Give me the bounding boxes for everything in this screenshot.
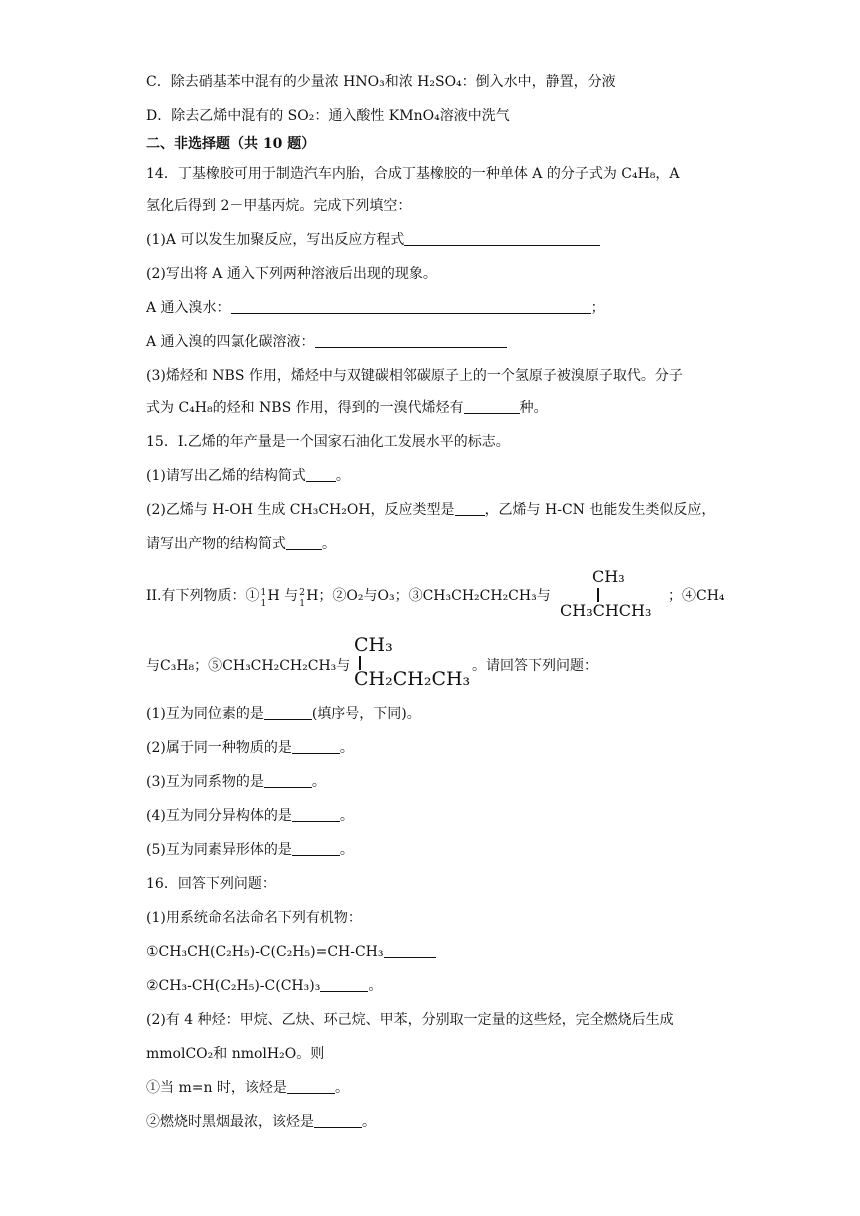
q15-part1 — [146, 466, 350, 486]
q14-part1 — [146, 230, 600, 250]
period: 。 — [339, 842, 354, 858]
period: 。 — [334, 1080, 349, 1096]
q14-stem-line2: 氢化后得到 2－甲基丙烷。完成下列填空： — [146, 198, 412, 214]
isotope-h2 — [298, 588, 306, 609]
option-d: D．除去乙烯中混有的 SO₂：通入酸性 KMnO₄溶液中洗气 — [146, 108, 510, 124]
isotope-mass: 2 — [299, 588, 305, 598]
isotope-number: 1 — [299, 599, 305, 609]
q15-II-line1 — [146, 586, 551, 609]
q14-part3-text: 式为 C₄H₈的烃和 NBS 作用，得到的一溴代烯烃有 — [146, 400, 464, 416]
answer-blank[interactable] — [264, 705, 312, 720]
q15-part2b-text: 请写出产物的结构简式 — [146, 536, 286, 552]
q14-part2: (2)写出将 A 通入下列两种溶液后出现的现象。 — [146, 266, 437, 282]
q14-part2a-end: ； — [590, 300, 605, 316]
q15-II-part2 — [146, 738, 354, 758]
q15-II-item4: ；④CH₄ — [668, 588, 725, 604]
q14-part2b — [146, 332, 507, 352]
answer-blank[interactable] — [292, 739, 340, 754]
q16-part2-line2: mmolCO₂和 nmolH₂O。则 — [146, 1046, 325, 1062]
q15-part2-line1 — [146, 500, 715, 520]
q16-part2d-text: ②燃烧时黑烟最浓，该烃是 — [146, 1114, 314, 1130]
q14-part3-line2 — [146, 398, 548, 418]
q15-II-part1-end: (填序号，下同)。 — [311, 706, 421, 722]
q16-part1: (1)用系统命名法命名下列有机物： — [146, 910, 362, 926]
q15-part2-mid: ，乙烯与 H-CN 也能发生类似反应， — [484, 502, 716, 518]
q15-II-line2: 与C₃H₈；⑤CH₃CH₂CH₂CH₃与 — [146, 658, 351, 674]
answer-blank[interactable] — [404, 231, 600, 246]
answer-blank[interactable] — [286, 535, 322, 550]
answer-blank[interactable] — [292, 841, 340, 856]
q14-stem-line1: 14．丁基橡胶可用于制造汽车内胎，合成丁基橡胶的一种单体 A 的分子式为 C₄H₈，A — [146, 166, 680, 182]
q14-part3-line1: (3)烯烃和 NBS 作用，烯烃中与双键碳相邻碳原子上的一个氢原子被溴原子取代。分子 — [146, 368, 683, 384]
option-c: C．除去硝基苯中混有的少量浓 HNO₃和浓 H₂SO₄：倒入水中，静置，分液 — [146, 74, 616, 90]
q14-part2b-text: A 通入溴的四氯化碳溶液： — [146, 334, 315, 350]
q16-part1a — [146, 942, 436, 962]
q15-II-part5-text: (5)互为同素异形体的是 — [146, 842, 292, 858]
q15-part1-text: (1)请写出乙烯的结构简式 — [146, 468, 306, 484]
q15-II-part5 — [146, 840, 354, 860]
isobutane-chain: CH₃CHCH₃ — [560, 601, 652, 620]
q16-part2-line1: (2)有 4 种烃：甲烷、乙炔、环己烷、甲苯，分别取一定量的这些烃，完全燃烧后生成 — [146, 1012, 674, 1028]
q15-II-part4 — [146, 806, 354, 826]
q15-II-part3-text: (3)互为同系物的是 — [146, 774, 264, 790]
q15-II-prompt: 。请回答下列问题： — [472, 658, 598, 674]
q15-II-and: H 与 — [267, 588, 299, 604]
isotope-mass: 1 — [260, 588, 267, 598]
q16-part2c-text: ①当 m=n 时，该烃是 — [146, 1080, 287, 1096]
period: 。 — [311, 774, 326, 790]
butane-branch: CH₃ — [354, 634, 393, 656]
bond-line — [597, 588, 599, 602]
q15-II-part2-text: (2)属于同一种物质的是 — [146, 740, 292, 756]
q15-stem: 15．I.乙烯的年产量是一个国家石油化工发展水平的标志。 — [146, 434, 510, 450]
q16-part1b-text: ②CH₃-CH(C₂H₅)-C(CH₃)₃ — [146, 978, 321, 994]
q15-II-intro: II.有下列物质：① — [146, 588, 260, 604]
q14-part2a — [146, 298, 605, 318]
q15-part2-text: (2)乙烯与 H-OH 生成 CH₃CH₂OH，反应类型是 — [146, 502, 455, 518]
q15-II-part1-text: (1)互为同位素的是 — [146, 706, 264, 722]
answer-blank[interactable] — [384, 943, 436, 958]
answer-blank[interactable] — [306, 467, 336, 482]
q15-II-part4-text: (4)互为同分异构体的是 — [146, 808, 292, 824]
q14-part3-end: 种。 — [519, 400, 548, 416]
butane-chain: CH₂CH₂CH₃ — [354, 668, 471, 690]
answer-blank[interactable] — [464, 399, 520, 414]
q15-II-part3 — [146, 772, 326, 792]
answer-blank[interactable] — [292, 807, 340, 822]
q15-part1-end: 。 — [335, 468, 350, 484]
q15-part2b-end: 。 — [322, 536, 336, 552]
q16-part1a-text: ①CH₃CH(C₂H₅)-C(C₂H₅)=CH-CH₃ — [146, 944, 384, 960]
answer-blank[interactable] — [287, 1079, 335, 1094]
period: 。 — [339, 808, 354, 824]
q15-II-part1 — [146, 704, 421, 724]
period: 。 — [368, 978, 383, 994]
isotope-number: 1 — [260, 599, 267, 609]
answer-blank[interactable] — [264, 773, 312, 788]
answer-blank[interactable] — [455, 501, 485, 516]
q15-part2-line2 — [146, 534, 336, 554]
answer-blank[interactable] — [320, 977, 368, 992]
answer-blank[interactable] — [315, 333, 507, 348]
q14-part1-text: (1)A 可以发生加聚反应，写出反应方程式 — [146, 232, 405, 248]
q14-part2a-text: A 通入溴水： — [146, 300, 231, 316]
q16-part2d — [146, 1112, 376, 1132]
q15-II-items: H；②O₂与O₃；③CH₃CH₂CH₂CH₃与 — [306, 588, 551, 604]
period: 。 — [339, 740, 354, 756]
q16-part2c — [146, 1078, 349, 1098]
period: 。 — [362, 1114, 376, 1130]
q16-part1b — [146, 976, 382, 996]
answer-blank[interactable] — [314, 1113, 362, 1128]
isotope-h1 — [260, 588, 268, 609]
q16-stem: 16．回答下列问题： — [146, 876, 276, 892]
section-heading: 二、非选择题（共 10 题） — [146, 136, 316, 152]
answer-blank[interactable] — [231, 299, 591, 314]
isobutane-branch: CH₃ — [592, 567, 625, 586]
